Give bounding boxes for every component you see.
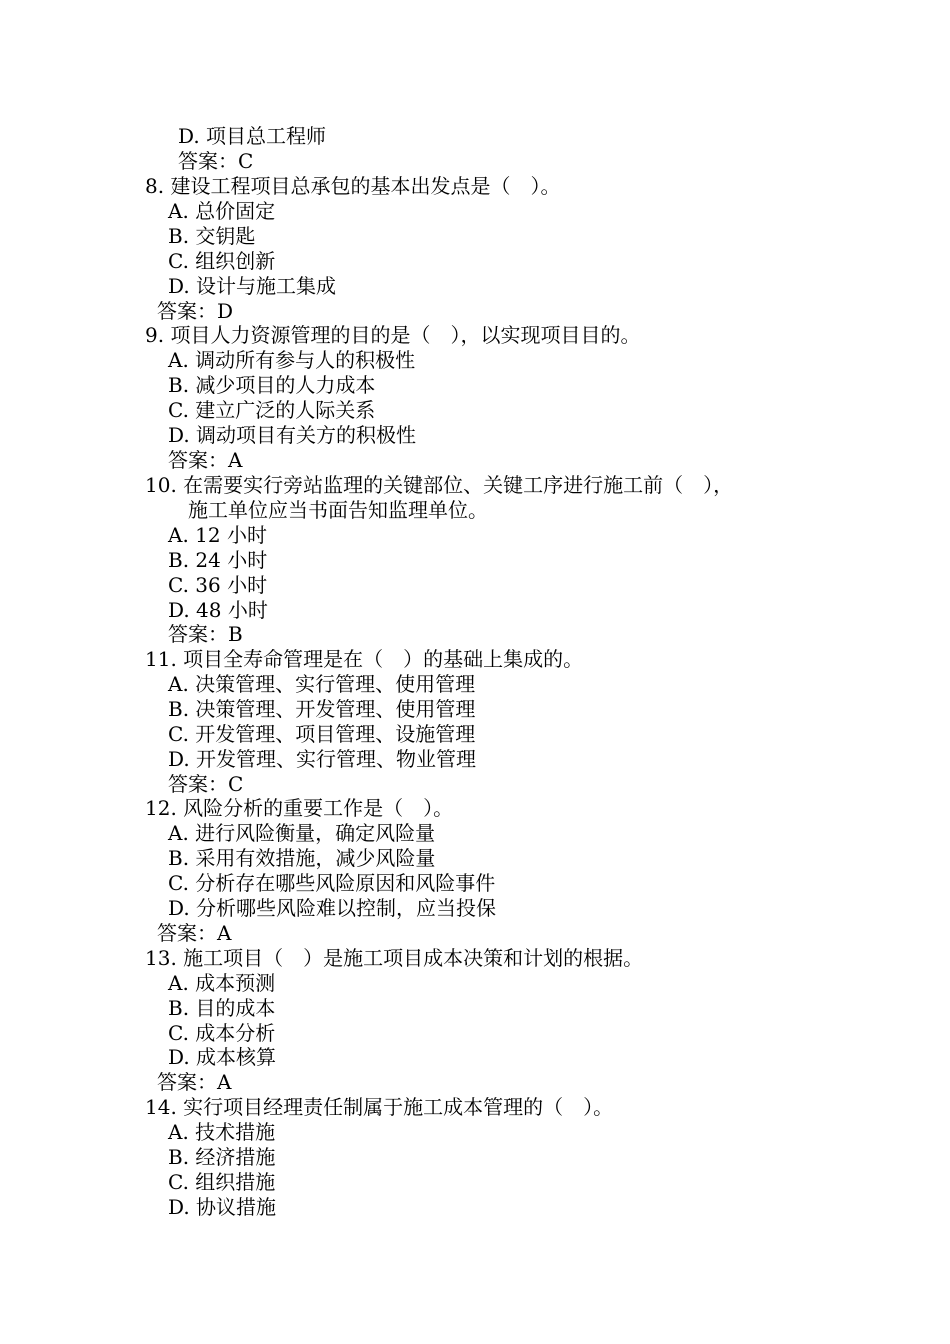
q8-option-b: B. 交钥匙 xyxy=(168,224,256,248)
q14-option-d: D. 协议措施 xyxy=(168,1195,277,1219)
q9-option-d: D. 调动项目有关方的积极性 xyxy=(168,423,417,447)
q9-option-a: A. 调动所有参与人的积极性 xyxy=(168,348,416,372)
q9-option-b: B. 减少项目的人力成本 xyxy=(168,373,376,397)
q11-option-c: C. 开发管理、项目管理、设施管理 xyxy=(168,722,476,746)
q10-stem-line1: 10. 在需要实行旁站监理的关键部位、关键工序进行施工前（ ）， xyxy=(145,473,734,497)
q9-option-c: C. 建立广泛的人际关系 xyxy=(168,398,376,422)
q13-option-b: B. 目的成本 xyxy=(168,996,276,1020)
q9-stem: 9. 项目人力资源管理的目的是（ ），以实现项目目的。 xyxy=(145,323,641,347)
q12-option-d: D. 分析哪些风险难以控制，应当投保 xyxy=(168,896,497,920)
q12-stem: 12. 风险分析的重要工作是（ ）。 xyxy=(145,796,454,820)
q10-option-b: B. 24 小时 xyxy=(168,548,268,572)
q10-stem-line2: 施工单位应当书面告知监理单位。 xyxy=(188,498,488,522)
q12-option-a: A. 进行风险衡量，确定风险量 xyxy=(168,821,436,845)
q14-option-b: B. 经济措施 xyxy=(168,1145,276,1169)
q9-answer: 答案：A xyxy=(168,448,243,472)
q8-option-a: A. 总价固定 xyxy=(168,199,276,223)
q12-option-b: B. 采用有效措施，减少风险量 xyxy=(168,846,436,870)
q7-option-d: D. 项目总工程师 xyxy=(178,124,327,148)
q13-option-c: C. 成本分析 xyxy=(168,1021,276,1045)
q13-option-a: A. 成本预测 xyxy=(168,971,276,995)
q14-option-c: C. 组织措施 xyxy=(168,1170,276,1194)
q13-option-d: D. 成本核算 xyxy=(168,1045,277,1069)
q8-option-d: D. 设计与施工集成 xyxy=(168,274,337,298)
q7-answer: 答案：C xyxy=(178,149,254,173)
q13-stem: 13. 施工项目（ ）是施工项目成本决策和计划的根据。 xyxy=(145,946,644,970)
q10-answer: 答案：B xyxy=(168,622,243,646)
q10-option-c: C. 36 小时 xyxy=(168,573,268,597)
q14-option-a: A. 技术措施 xyxy=(168,1120,276,1144)
q11-option-b: B. 决策管理、开发管理、使用管理 xyxy=(168,697,476,721)
q10-option-a: A. 12 小时 xyxy=(168,523,267,547)
q10-option-d: D. 48 小时 xyxy=(168,598,268,622)
q12-option-c: C. 分析存在哪些风险原因和风险事件 xyxy=(168,871,496,895)
q11-option-a: A. 决策管理、实行管理、使用管理 xyxy=(168,672,476,696)
q11-option-d: D. 开发管理、实行管理、物业管理 xyxy=(168,747,477,771)
q8-stem: 8. 建设工程项目总承包的基本出发点是（ ）。 xyxy=(145,174,561,198)
q14-stem: 14. 实行项目经理责任制属于施工成本管理的（ ）。 xyxy=(145,1095,614,1119)
q11-answer: 答案：C xyxy=(168,772,244,796)
q8-option-c: C. 组织创新 xyxy=(168,249,276,273)
q13-answer: 答案：A xyxy=(157,1070,232,1094)
q12-answer: 答案：A xyxy=(157,921,232,945)
q11-stem: 11. 项目全寿命管理是在（ ）的基础上集成的。 xyxy=(145,647,584,671)
q8-answer: 答案：D xyxy=(157,299,234,323)
